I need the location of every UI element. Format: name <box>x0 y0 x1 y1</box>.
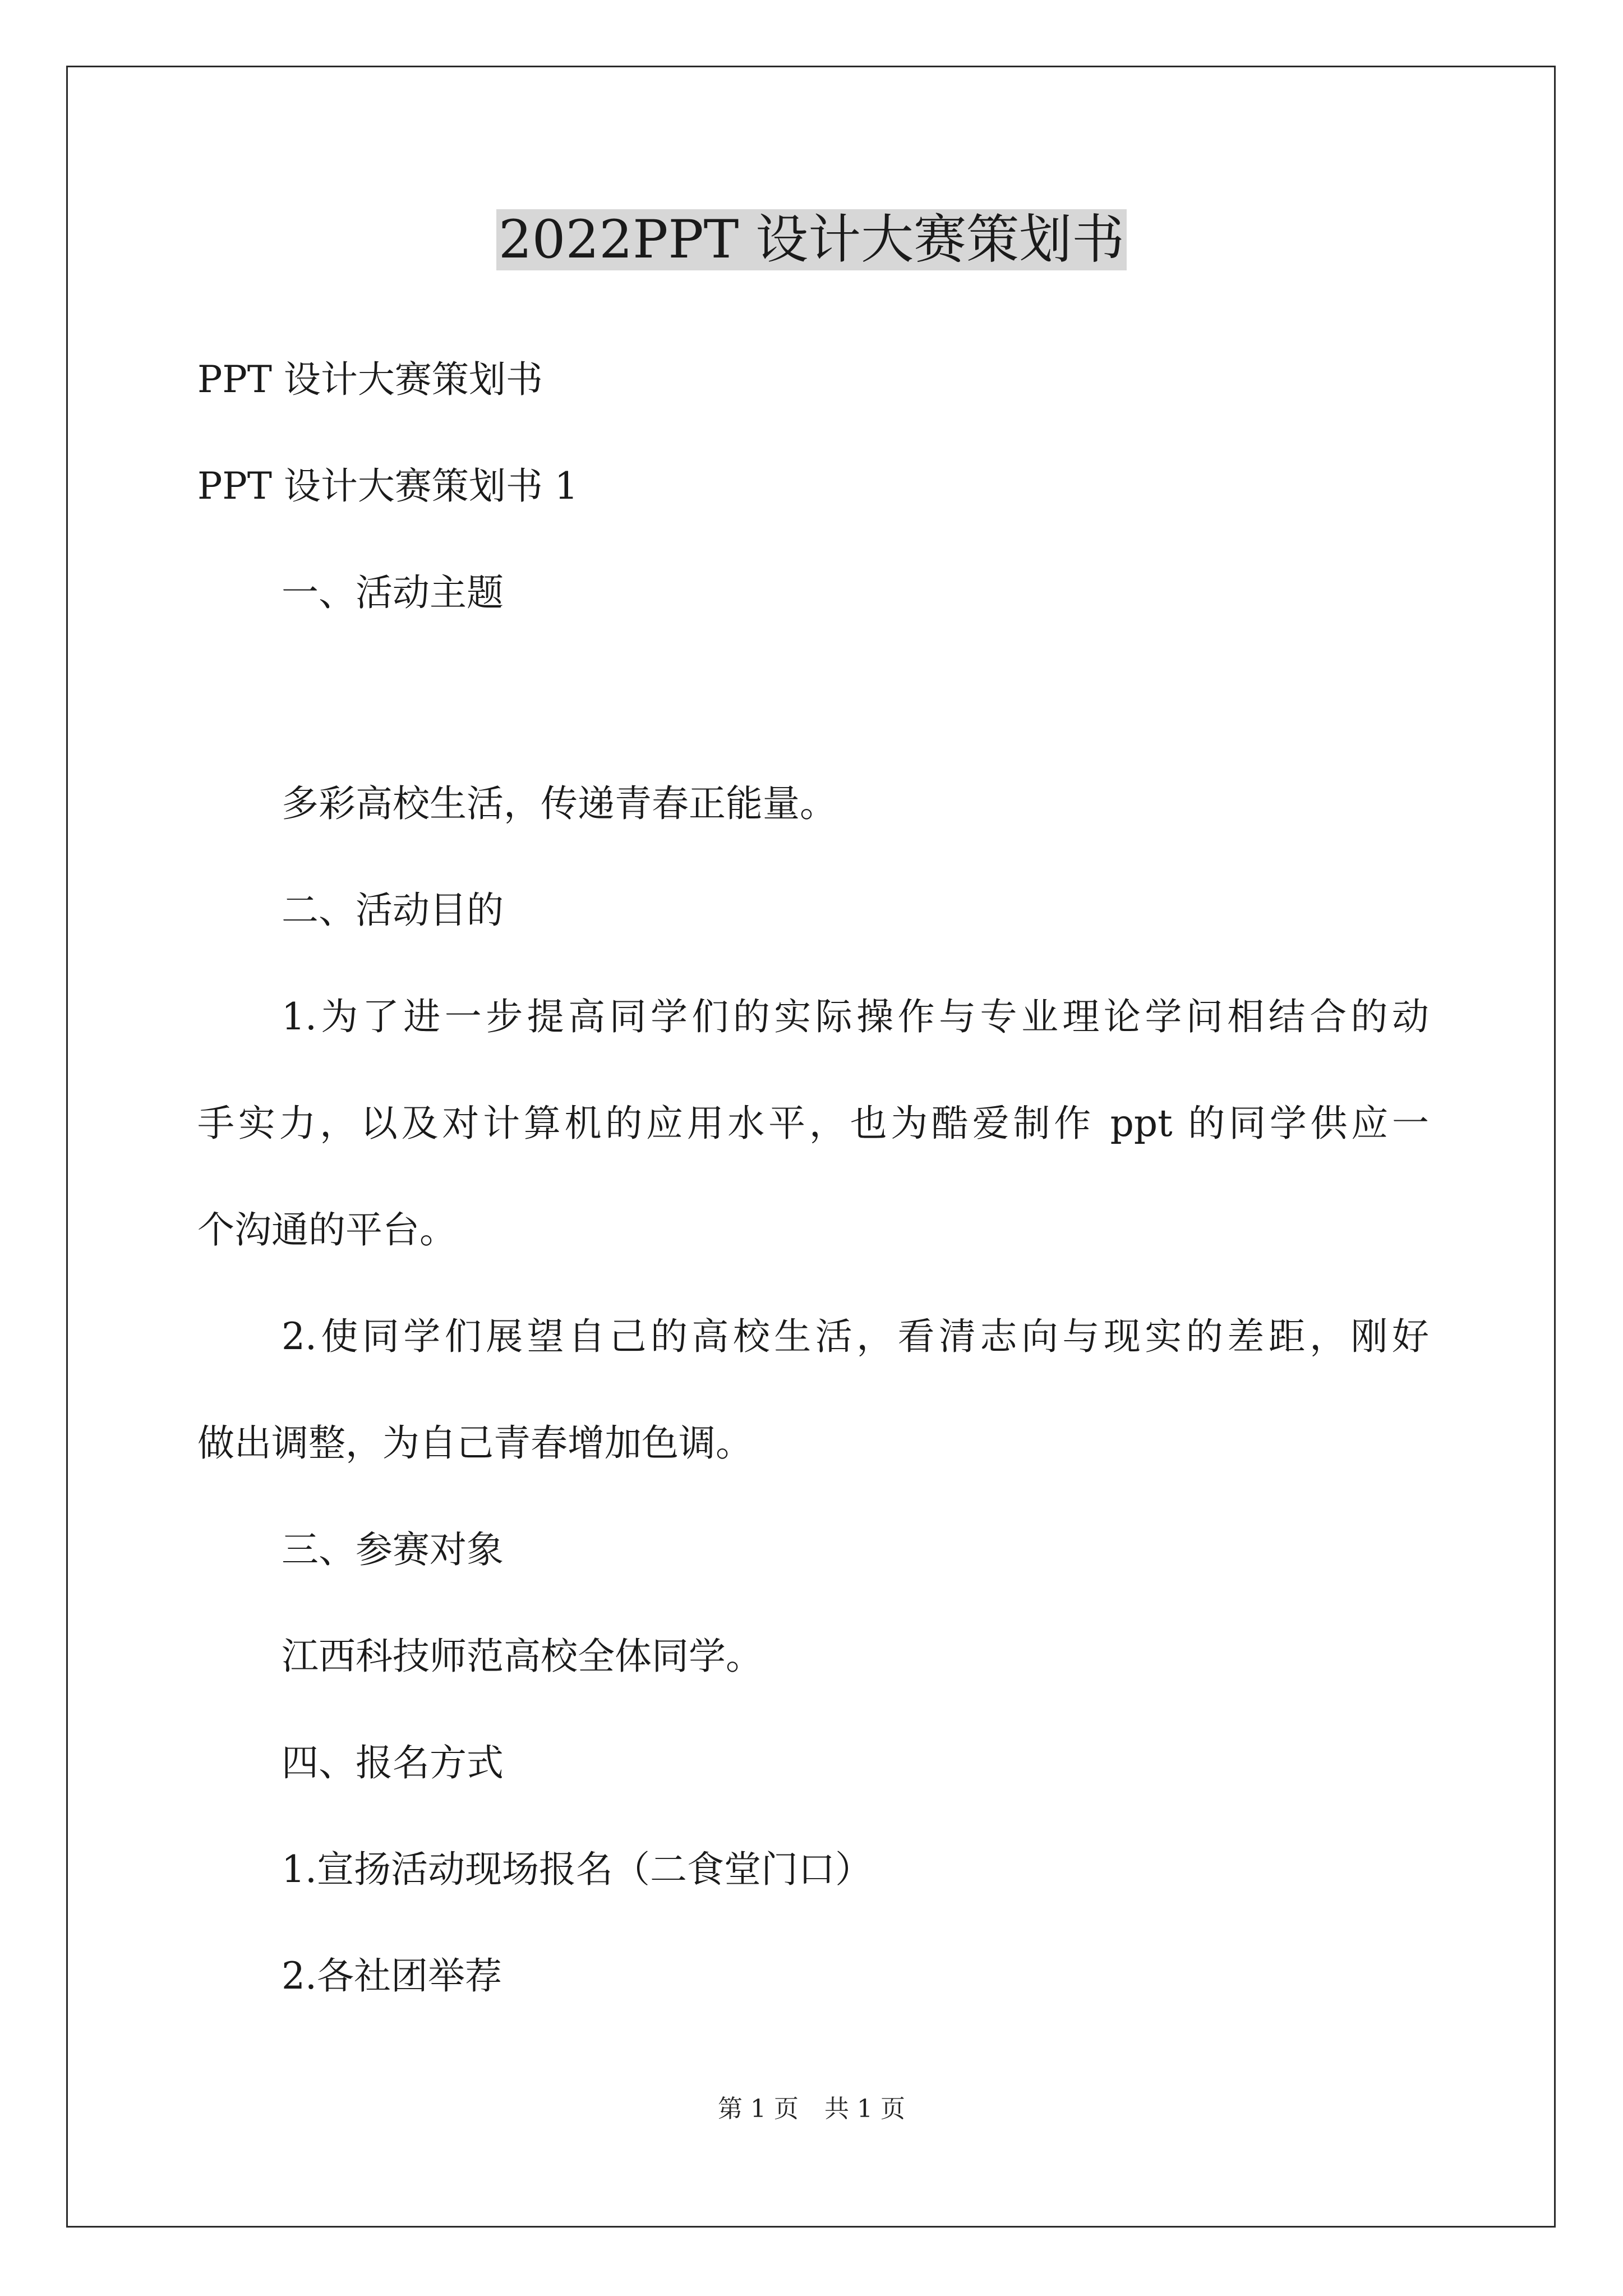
paragraph-purpose-2-line-1: 2.使同学们展望自己的高校生活，看清志向与现实的差距，刚好 <box>282 1315 1429 1358</box>
paragraph-participants: 江西科技师范高校全体同学。 <box>282 1635 763 1678</box>
document-title-text: 2022PPT 设计大赛策划书 <box>496 209 1127 270</box>
paragraph-purpose-1-line-2: 手实力，以及对计算机的应用水平，也为酷爱制作 ppt 的同学供应一 <box>197 1102 1429 1145</box>
page-number-total: 共 1 页 <box>824 2095 905 2123</box>
registration-item-1: 1.宣扬活动现场报名（二食堂门口） <box>282 1848 872 1891</box>
page-footer <box>0 2092 1623 2126</box>
document-title <box>0 206 1623 274</box>
paragraph-theme: 多彩高校生活，传递青春正能量。 <box>282 782 837 825</box>
doc-subtitle: PPT 设计大赛策划书 <box>197 358 543 401</box>
page-number-current: 第 1 页 <box>718 2095 799 2123</box>
heading-activity-purpose: 二、活动目的 <box>282 889 504 932</box>
paragraph-purpose-1-line-1: 1.为了进一步提高同学们的实际操作与专业理论学问相结合的动 <box>282 995 1429 1038</box>
section-heading-1: PPT 设计大赛策划书 1 <box>197 464 578 508</box>
heading-activity-theme: 一、活动主题 <box>282 571 504 614</box>
registration-item-2: 2.各社团举荐 <box>282 1954 502 1998</box>
paragraph-purpose-2-line-2: 做出调整，为自己青春增加色调。 <box>197 1421 753 1465</box>
paragraph-purpose-1-line-3: 个沟通的平台。 <box>197 1208 457 1251</box>
heading-registration: 四、报名方式 <box>282 1741 504 1784</box>
heading-participants: 三、参赛对象 <box>282 1528 504 1571</box>
